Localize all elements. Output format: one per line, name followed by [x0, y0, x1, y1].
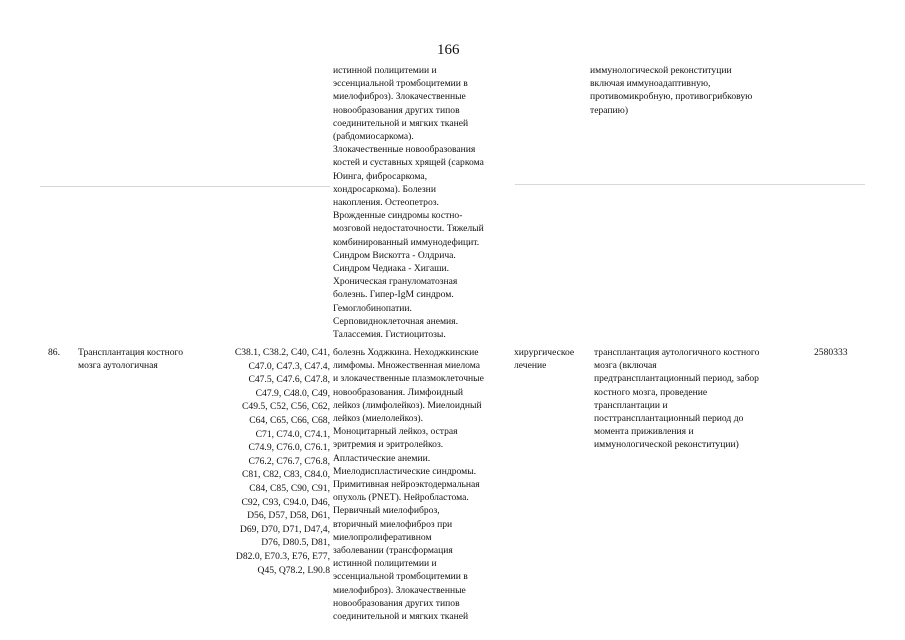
text-line: заболевании (трансформация: [333, 545, 453, 557]
text-line: костного мозга, проведение: [594, 386, 708, 398]
text-line: противомикробную, противогрибковую: [590, 91, 753, 103]
text-line: Первичный миелофиброз,: [333, 505, 440, 517]
text-line: эритремия и эритролейкоз.: [333, 439, 444, 451]
text-line: мозга аутологичная: [78, 360, 158, 372]
text-line: терапию): [590, 104, 629, 116]
text-line: соединительной и мягких тканей: [333, 611, 469, 623]
text-line: трансплантация аутологичного костного: [594, 347, 760, 358]
text-line: посттрансплантационный период до: [594, 413, 744, 425]
text-line: C84, C85, C90, C91,: [249, 482, 330, 494]
text-line: накопления. Остеопетроз.: [333, 197, 439, 209]
text-line: Врожденные синдромы костно-: [333, 210, 463, 222]
text-line: C47.0, C47.3, C47.4,: [248, 360, 330, 372]
text-line: болезнь Ходжкина. Неходжкинские: [333, 347, 479, 358]
text-line: лимфомы. Множественная миелома: [333, 360, 481, 372]
text-line: D82.0, E70.3, E76, E77,: [235, 550, 330, 562]
row-disease-list: [333, 346, 511, 623]
text-line: болезнь. Гипер-IgM синдром.: [333, 289, 454, 301]
text-line: включая иммуноадаптивную,: [590, 78, 711, 90]
text-line: C76.2, C76.7, C76.8,: [248, 455, 330, 467]
text-line: и злокачественные плазмоклеточные: [333, 373, 484, 385]
row-method-description: [594, 346, 794, 452]
text-line: C92, C93, C94.0, D46,: [241, 496, 330, 508]
text-line: Моноцитарный лейкоз, острая: [333, 426, 458, 438]
text-line: (рабдомиосаркома).: [333, 131, 414, 143]
text-line: Серповидноклеточная анемия.: [333, 315, 458, 327]
text-line: Q45, Q78.2, L90.8: [257, 564, 330, 576]
page-number: 166: [437, 42, 460, 58]
text-line: C81, C82, C83, C84.0,: [242, 469, 330, 481]
text-line: Злокачественные новообразования: [333, 144, 476, 156]
text-line: Апластические анемии.: [333, 452, 431, 464]
text-line: Хроническая грануломатозная: [333, 276, 458, 288]
scan-artifact-line-left: [40, 186, 330, 187]
text-line: новообразования. Лимфоидный: [333, 386, 464, 398]
text-line: хондросаркома). Болезни: [333, 183, 436, 195]
text-line: C47.5, C47.6, C47.8,: [248, 374, 330, 386]
text-line: D76, D80.5, D81,: [261, 537, 330, 549]
text-line: соединительной и мягких тканей: [333, 117, 469, 129]
text-line: Трансплантация костного: [78, 347, 183, 358]
row-icd-codes: [218, 346, 330, 577]
text-line: Синдром Вискотта - Олдрича.: [333, 249, 456, 261]
text-line: лейкоз (лимфолейкоз). Миелоидный: [333, 399, 482, 411]
text-line: новообразования других типов: [333, 104, 460, 116]
text-line: хирургическое: [514, 347, 575, 358]
text-line: предтрансплантационный период, забор: [594, 373, 759, 385]
text-line: миелофиброз). Злокачественные: [333, 584, 466, 596]
text-line: вторичный миелофиброз при: [333, 518, 453, 530]
text-line: миелопролиферативном: [333, 531, 432, 543]
text-line: трансплантации и: [594, 399, 668, 411]
text-line: C71, C74.0, C74.1,: [255, 428, 330, 440]
text-line: эссенциальной тромбоцитемии в: [333, 571, 468, 583]
text-line: C64, C65, C66, C68,: [249, 414, 330, 426]
row-number: 86.: [48, 347, 60, 358]
text-line: D56, D57, D58, D61,: [247, 510, 330, 522]
text-line: лечение: [514, 360, 547, 372]
text-line: лейкоз (миелолейкоз).: [333, 413, 423, 425]
text-line: C74.9, C76.0, C76.1,: [248, 442, 330, 454]
text-line: истинной полицитемии и: [333, 558, 437, 570]
row-procedure-name: [78, 346, 218, 372]
text-line: Миелодиспластические синдромы.: [333, 465, 477, 477]
text-line: C38.1, C38.2, C40, C41,: [234, 347, 330, 358]
text-line: C47.9, C48.0, C49,: [255, 387, 330, 399]
text-line: костей и суставных хрящей (саркома: [333, 157, 484, 169]
text-line: иммунологической реконституции): [594, 439, 739, 451]
row-cost: 2580333: [814, 347, 848, 358]
text-line: мозга (включая: [594, 360, 657, 372]
text-line: эссенциальной тромбоцитемии в: [333, 78, 468, 90]
text-line: комбинированный иммунодефицит.: [333, 236, 480, 248]
text-line: D69, D70, D71, D47,4,: [239, 523, 330, 535]
text-line: иммунологической реконституции: [590, 65, 732, 76]
text-line: момента приживления и: [594, 426, 694, 438]
scan-artifact-line-right: [515, 184, 865, 185]
text-line: C49.5, C52, C56, C62,: [242, 401, 330, 413]
text-line: Талассемия. Гистиоцитозы.: [333, 329, 446, 341]
text-line: Синдром Чедиака - Хигаши.: [333, 263, 450, 275]
row-treatment-type: [514, 346, 589, 372]
text-line: истинной полицитемии и: [333, 65, 437, 76]
text-line: новообразования других типов: [333, 597, 460, 609]
text-line: Примитивная нейроэктодермальная: [333, 479, 480, 491]
continuation-disease-cell: [333, 64, 511, 341]
text-line: миелофиброз). Злокачественные: [333, 91, 466, 103]
text-line: опухоль (PNET). Нейробластома.: [333, 492, 469, 504]
text-line: мозговой недостаточности. Тяжелый: [333, 223, 484, 235]
text-line: Юинга, фибросаркома,: [333, 170, 428, 182]
continuation-method-cell: [590, 64, 780, 117]
text-line: Гемоглобинопатии.: [333, 302, 412, 314]
